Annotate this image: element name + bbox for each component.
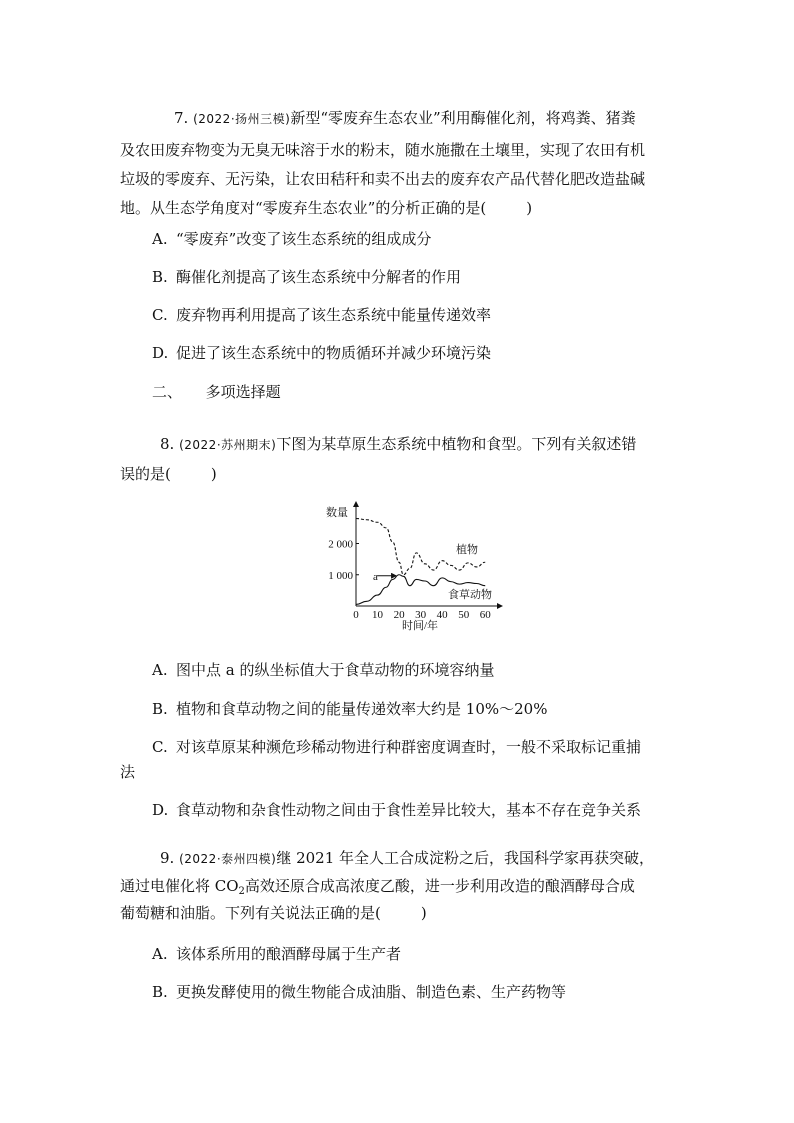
- q8-source: (2022·苏州期末): [179, 438, 277, 452]
- option-letter: A.: [152, 945, 168, 963]
- q9-stem-1: 继 2021 年全人工合成淀粉之后，我国科学家再获突破，: [276, 849, 655, 867]
- section-heading: [152, 382, 281, 402]
- q7-stem-end: ): [526, 199, 533, 217]
- option-text: 更换发酵使用的微生物能合成油脂、制造色素、生产药物等: [176, 983, 567, 1001]
- q8-option-a: [152, 660, 494, 680]
- x-axis-label: 时间/年: [402, 620, 439, 632]
- q8-option-b: [152, 699, 547, 719]
- q9-option-a: [152, 944, 401, 964]
- option-text: 图中点 a 的纵坐标值大于食草动物的环境容纳量: [176, 661, 495, 679]
- q8-option-c-cont: 法: [120, 763, 136, 781]
- series-label-herbivore: 食草动物: [448, 589, 492, 601]
- q9-line-1: [160, 848, 654, 869]
- q8-number: 8.: [160, 435, 175, 453]
- q7-line-2: 及农田废弃物变为无臭无味溶于水的粉末，随水施撒在土壤里，实现了农田有机: [120, 141, 646, 159]
- option-letter: A.: [152, 230, 168, 248]
- q9-option-b: [152, 982, 566, 1002]
- x-tick-label: 10: [372, 609, 384, 621]
- option-text: 酶催化剂提高了该生态系统中分解者的作用: [176, 268, 462, 286]
- series-label-plant: 植物: [456, 544, 478, 556]
- q7-number: 7.: [174, 109, 189, 127]
- q9-line-3: [120, 903, 427, 923]
- x-tick-label: 60: [479, 609, 491, 621]
- y-tick-label: 1 000: [328, 569, 353, 582]
- option-letter: D.: [152, 801, 169, 819]
- option-text: 该体系所用的酿酒酵母属于生产者: [176, 945, 402, 963]
- option-text: 食草动物和杂食性动物之间由于食性差异比较大，基本不存在竞争关系: [176, 801, 642, 819]
- q7-option-b: [152, 267, 461, 287]
- option-text: “零废弃”改变了该生态系统的组成成分: [176, 230, 432, 248]
- option-letter: C.: [152, 306, 168, 324]
- option-text: 植物和食草动物之间的能量传递效率大约是 10%～20%: [176, 700, 548, 718]
- option-text: 促进了该生态系统中的物质循环并减少环境污染: [176, 344, 492, 362]
- option-letter: C.: [152, 738, 168, 756]
- q8-stem-1: 下图为某草原生态系统中植物和食型。下列有关叙述错: [276, 435, 637, 453]
- q7-source: (2022·扬州三模): [193, 112, 291, 126]
- option-text: 对该草原某种濒危珍稀动物进行种群密度调查时，一般不采取标记重捕: [176, 738, 642, 756]
- co2-subscript: 2: [238, 886, 245, 897]
- option-letter: B.: [152, 268, 168, 286]
- option-letter: A.: [152, 661, 168, 679]
- x-tick-label: 0: [353, 609, 359, 621]
- q7-stem-4: 地。从生态学角度对“零废弃生态农业”的分析正确的是(: [120, 199, 487, 217]
- q8-stem-2: 误的是(: [120, 465, 171, 483]
- q8-line-1: [160, 434, 636, 455]
- q7-line-1: [174, 108, 636, 129]
- q9-stem-2-pre: 通过电催化将 CO: [120, 877, 239, 895]
- q9-number: 9.: [160, 849, 175, 867]
- x-tick-label: 30: [415, 609, 427, 621]
- q8-option-c: [152, 737, 641, 757]
- x-tick-label: 20: [393, 609, 405, 621]
- q7-line-4: [120, 198, 532, 218]
- q9-line-2: [120, 876, 635, 896]
- q9-stem-2-post: 高效还原合成高浓度乙酸，进一步利用改造的酿酒酵母合成: [244, 877, 635, 895]
- point-a-label: a: [373, 571, 378, 583]
- q7-line-3: 垃圾的零废弃、无污染，让农田秸秆和卖不出去的废弃农产品代替化肥改造盐碱: [120, 170, 646, 188]
- q9-stem-end: ): [420, 904, 427, 922]
- population-chart: [320, 500, 510, 635]
- q8-option-d: [152, 800, 641, 820]
- y-axis-label: 数量: [326, 507, 348, 519]
- x-tick-label: 50: [458, 609, 470, 621]
- y-tick-label: 2 000: [328, 538, 353, 551]
- section-title: 多项选择题: [205, 383, 281, 401]
- q9-source: (2022·泰州四模): [179, 852, 277, 866]
- q7-option-a: [152, 229, 431, 249]
- q7-stem-1: 新型“零废弃生态农业”利用酶催化剂，将鸡粪、猪粪: [290, 109, 636, 127]
- option-letter: B.: [152, 700, 168, 718]
- option-text: 废弃物再利用提高了该生态系统中能量传递效率: [176, 306, 492, 324]
- q8-line-2: [120, 464, 217, 484]
- x-tick-label: 40: [436, 609, 448, 621]
- option-letter: B.: [152, 983, 168, 1001]
- q7-option-d: [152, 343, 491, 363]
- section-number: 二、: [152, 383, 183, 401]
- q8-stem-end: ): [210, 465, 217, 483]
- q7-option-c: [152, 305, 491, 325]
- q9-stem-3: 葡萄糖和油脂。下列有关说法正确的是(: [120, 904, 381, 922]
- option-letter: D.: [152, 344, 169, 362]
